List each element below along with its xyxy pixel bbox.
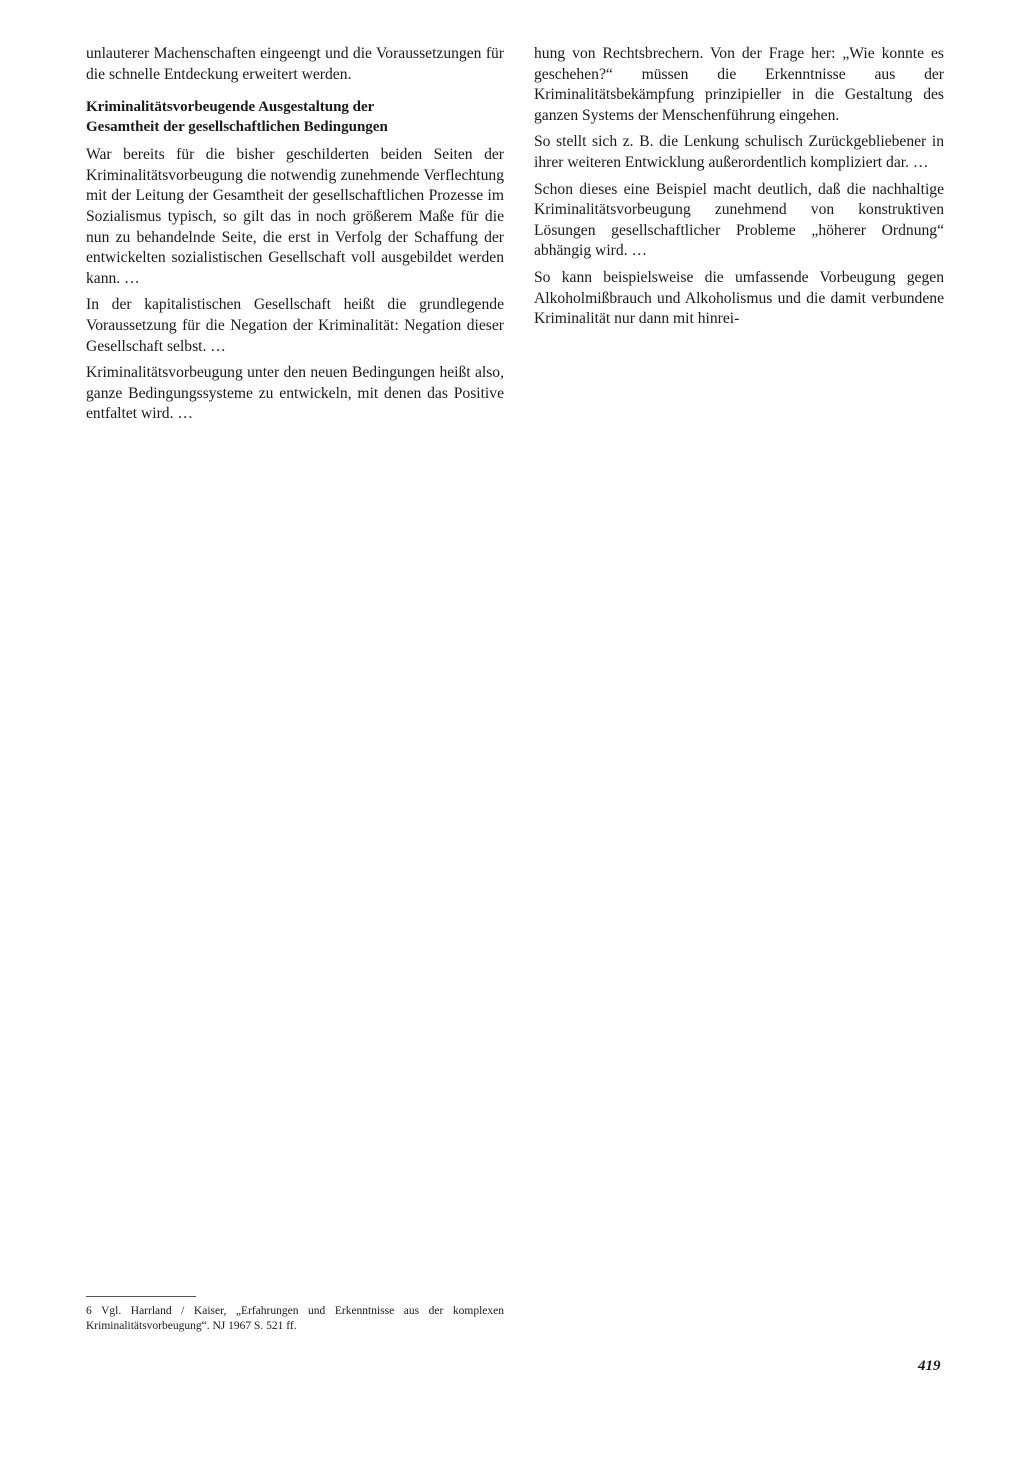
paragraph: Schon dieses eine Beispiel macht deutlich, daß die nachhaltige Kriminalitätsvorbeugung zunehmend von konstruktiven Lösungen gesellschaftlicher Probleme „höherer Ordnung“ abhängig wird. …: [534, 180, 944, 260]
right-column: [534, 44, 944, 336]
paragraph: So stellt sich z. B. die Lenkung schulisch Zurückgebliebener in ihrer weiteren Entwicklung außerordentlich kompliziert dar. …: [534, 133, 944, 171]
paragraph: hung von Rechtsbrechern. Von der Frage her: „Wie konnte es geschehen?“ müssen die Erkenntnisse aus der Kriminalitätsbekämpfung prinzipieller in die Gestaltung des ganzen Systems der Menschenführung eingehen.: [534, 45, 944, 124]
section-heading: [86, 97, 504, 137]
paragraph: Kriminalitätsvorbeugung unter den neuen Bedingungen heißt also, ganze Bedingungssysteme zu entwickeln, mit denen das Positive entfaltet wird. …: [86, 364, 504, 423]
footnote-divider: [86, 1296, 196, 1297]
heading-line-1: Kriminalitätsvorbeugende Ausgestaltung der: [86, 99, 375, 116]
left-column: [86, 44, 504, 431]
heading-line-2: Gesamtheit der gesellschaftlichen Bedingungen: [86, 119, 388, 136]
paragraph: unlauterer Machenschaften eingeengt und die Voraussetzungen für die schnelle Entdeckung erweitert werden.: [86, 45, 504, 83]
footnote: 6 Vgl. Harrland / Kaiser, „Erfahrungen und Erkenntnisse aus der komplexen Kriminalitätsvorbeugung“. NJ 1967 S. 521 ff.: [86, 1305, 504, 1332]
paragraph: So kann beispielsweise die umfassende Vorbeugung gegen Alkoholmißbrauch und Alkoholismus und die damit verbundene Kriminalität nur dann mit hinrei-: [534, 268, 944, 328]
page-number: 419: [918, 1358, 941, 1374]
paragraph: War bereits für die bisher geschilderten beiden Seiten der Kriminalitätsvorbeugung die notwendig zunehmende Verflechtung mit der Leitung der Gesamtheit der gesellschaftlichen Prozesse im Sozialismus typisch, so gilt das in noch größerem Maße für die nun zu behandelnde Seite, die erst in Verfolg der Schaffung der entwickelten sozialistischen Gesellschaft voll ausgebildet werden kann. …: [86, 146, 504, 287]
paragraph: In der kapitalistischen Gesellschaft heißt die grundlegende Voraussetzung für die Negation der Kriminalität: Negation dieser Gesellschaft selbst. …: [86, 296, 504, 355]
